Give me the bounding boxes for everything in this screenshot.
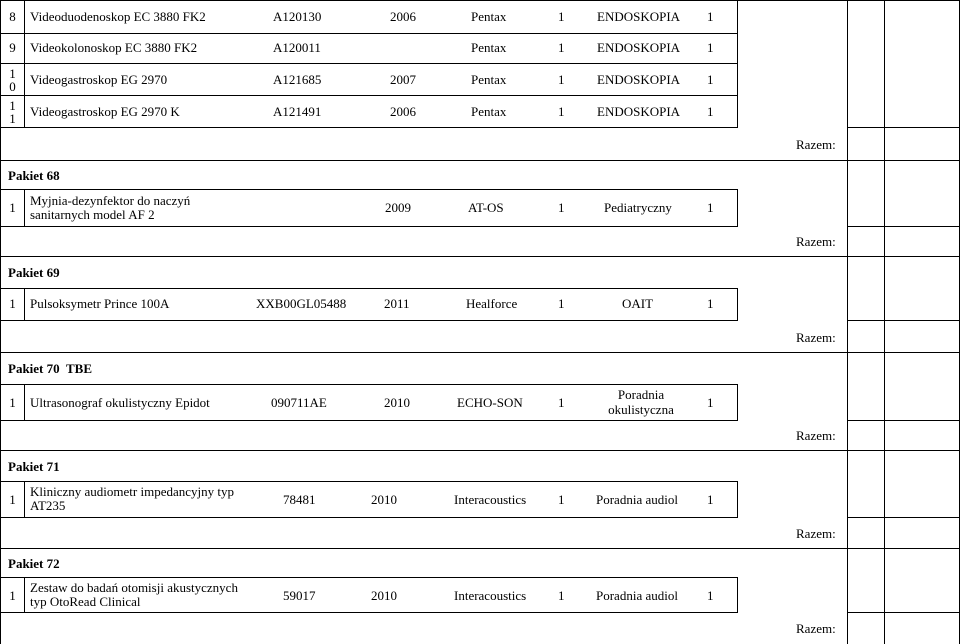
device-name: Pulsoksymetr Prince 100A bbox=[30, 296, 170, 311]
manufacturer: AT-OS bbox=[468, 200, 504, 215]
razem-label: Razem: bbox=[796, 526, 836, 541]
manufacturer: Pentax bbox=[471, 40, 507, 55]
package-title: Pakiet 72 bbox=[8, 556, 60, 571]
rule bbox=[847, 127, 960, 128]
lp-cell: 1 bbox=[9, 588, 16, 603]
lp-cell: 8 bbox=[9, 9, 16, 24]
production-year: 2007 bbox=[390, 72, 416, 87]
quantity-total: 1 bbox=[707, 395, 714, 410]
rule bbox=[737, 384, 738, 420]
rule bbox=[0, 288, 738, 289]
rule bbox=[737, 189, 738, 226]
rule bbox=[0, 481, 738, 482]
manufacturer: Pentax bbox=[471, 9, 507, 24]
rule bbox=[0, 548, 960, 549]
rule bbox=[24, 481, 25, 517]
device-name: Videokolonoskop EC 3880 FK2 bbox=[30, 40, 198, 55]
department: ENDOSKOPIA bbox=[597, 72, 681, 87]
rule bbox=[847, 612, 960, 613]
department: ENDOSKOPIA bbox=[597, 9, 681, 24]
rule bbox=[737, 577, 738, 612]
production-year: 2010 bbox=[371, 492, 397, 507]
quantity-total: 1 bbox=[707, 104, 714, 119]
production-year: 2006 bbox=[390, 104, 416, 119]
department: okulistyczna bbox=[608, 402, 674, 417]
rule bbox=[0, 0, 1, 644]
serial-number: A121685 bbox=[273, 72, 322, 87]
rule bbox=[847, 320, 960, 321]
razem-label: Razem: bbox=[796, 621, 836, 636]
rule bbox=[0, 450, 960, 451]
quantity-total: 1 bbox=[707, 588, 714, 603]
manufacturer: Pentax bbox=[471, 104, 507, 119]
device-name: Ultrasonograf okulistyczny Epidot bbox=[30, 395, 210, 410]
rule bbox=[737, 0, 738, 127]
device-name: Zestaw do badań otomisji akustycznych typ OtoRead Clinical bbox=[30, 580, 238, 609]
rule bbox=[24, 288, 25, 320]
lp-cell-digit: 1 bbox=[9, 111, 16, 126]
rule bbox=[24, 577, 25, 612]
package-title: Pakiet 69 bbox=[8, 265, 60, 280]
device-name: Videoduodenoskop EC 3880 FK2 bbox=[30, 9, 206, 24]
razem-label: Razem: bbox=[796, 137, 836, 152]
package-title: Pakiet 70 bbox=[8, 361, 60, 376]
rule bbox=[0, 517, 738, 518]
quantity: 1 bbox=[558, 9, 565, 24]
manufacturer: Pentax bbox=[471, 72, 507, 87]
quantity: 1 bbox=[558, 200, 565, 215]
razem-label: Razem: bbox=[796, 330, 836, 345]
department: Poradnia audiol bbox=[596, 588, 678, 603]
rule bbox=[0, 256, 960, 257]
lp-cell-digit: 1 bbox=[9, 98, 16, 113]
rule bbox=[24, 189, 25, 226]
lp-cell-digit: 1 bbox=[9, 66, 16, 81]
production-year: 2010 bbox=[371, 588, 397, 603]
lp-cell: 9 bbox=[9, 40, 16, 55]
quantity-total: 1 bbox=[707, 200, 714, 215]
production-year: 2009 bbox=[385, 200, 411, 215]
rule bbox=[0, 0, 960, 1]
rule bbox=[24, 384, 25, 420]
rule bbox=[0, 612, 738, 613]
package-title-suffix: TBE bbox=[66, 361, 93, 376]
manufacturer: Interacoustics bbox=[454, 492, 527, 507]
rule bbox=[0, 95, 738, 96]
razem-label: Razem: bbox=[796, 234, 836, 249]
razem-label: Razem: bbox=[796, 428, 836, 443]
rule bbox=[0, 320, 738, 321]
rule bbox=[0, 127, 738, 128]
rule bbox=[0, 384, 738, 385]
serial-number: A120011 bbox=[273, 40, 321, 55]
lp-cell: 1 bbox=[9, 492, 16, 507]
quantity: 1 bbox=[558, 588, 565, 603]
quantity-total: 1 bbox=[707, 9, 714, 24]
lp-cell: 1 bbox=[9, 200, 16, 215]
rule bbox=[0, 33, 738, 34]
quantity: 1 bbox=[558, 492, 565, 507]
rule bbox=[0, 420, 738, 421]
rule bbox=[0, 63, 738, 64]
rule bbox=[0, 226, 738, 227]
rule bbox=[847, 0, 848, 644]
rule bbox=[737, 288, 738, 320]
package-title: Pakiet 68 bbox=[8, 168, 60, 183]
rule bbox=[24, 0, 25, 127]
manufacturer: Healforce bbox=[466, 296, 518, 311]
production-year: 2010 bbox=[384, 395, 410, 410]
rule bbox=[847, 226, 960, 227]
quantity: 1 bbox=[558, 395, 565, 410]
rule bbox=[0, 577, 738, 578]
quantity: 1 bbox=[558, 72, 565, 87]
department: Poradnia bbox=[617, 387, 665, 402]
rule bbox=[847, 517, 960, 518]
manufacturer: ECHO-SON bbox=[457, 395, 523, 410]
rule bbox=[847, 420, 960, 421]
department: ENDOSKOPIA bbox=[597, 40, 681, 55]
lp-cell: 1 bbox=[9, 296, 16, 311]
lp-cell-digit: 0 bbox=[9, 79, 16, 94]
serial-number: A121491 bbox=[273, 104, 322, 119]
production-year: 2011 bbox=[384, 296, 410, 311]
rule bbox=[0, 160, 960, 161]
department: ENDOSKOPIA bbox=[597, 104, 681, 119]
device-name: Videogastroskop EG 2970 K bbox=[30, 104, 180, 119]
quantity: 1 bbox=[558, 296, 565, 311]
lp-cell: 1 bbox=[9, 395, 16, 410]
serial-number: XXB00GL05488 bbox=[256, 296, 347, 311]
quantity-total: 1 bbox=[707, 72, 714, 87]
department: OAIT bbox=[622, 296, 654, 311]
quantity: 1 bbox=[558, 104, 565, 119]
rule bbox=[884, 0, 885, 644]
department: Pediatryczny bbox=[604, 200, 672, 215]
serial-number: 090711AE bbox=[271, 395, 327, 410]
rule bbox=[0, 189, 738, 190]
rule bbox=[0, 352, 960, 353]
device-name: Kliniczny audiometr impedancyjny typ AT235 bbox=[30, 484, 234, 513]
department: Poradnia audiol bbox=[596, 492, 678, 507]
serial-number: 78481 bbox=[283, 492, 316, 507]
serial-number: 59017 bbox=[283, 588, 316, 603]
quantity-total: 1 bbox=[707, 492, 714, 507]
device-name: Videogastroskop EG 2970 bbox=[30, 72, 168, 87]
quantity: 1 bbox=[558, 40, 565, 55]
serial-number: A120130 bbox=[273, 9, 322, 24]
rule bbox=[737, 481, 738, 517]
quantity-total: 1 bbox=[707, 40, 714, 55]
package-title: Pakiet 71 bbox=[8, 459, 60, 474]
device-name: Myjnia-dezynfektor do naczyń sanitarnych model AF 2 bbox=[30, 193, 191, 222]
quantity-total: 1 bbox=[707, 296, 714, 311]
production-year: 2006 bbox=[390, 9, 416, 24]
manufacturer: Interacoustics bbox=[454, 588, 527, 603]
